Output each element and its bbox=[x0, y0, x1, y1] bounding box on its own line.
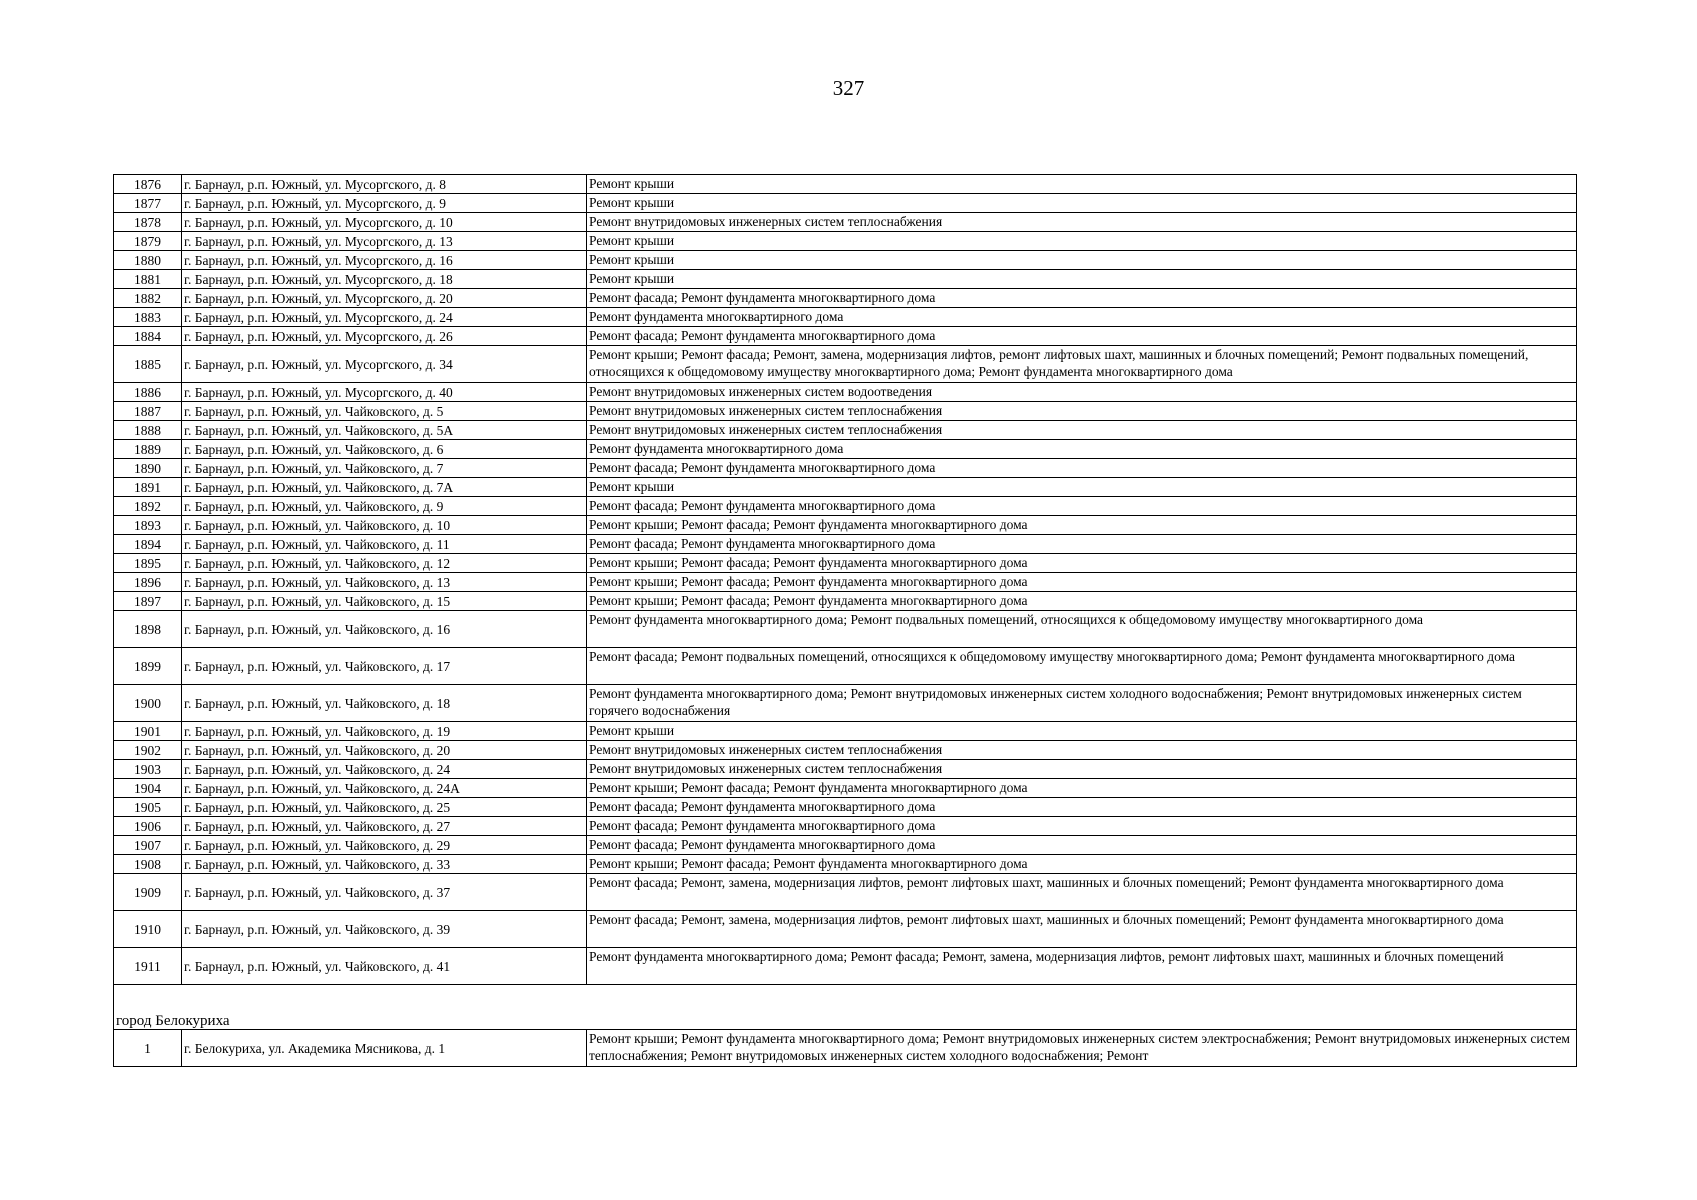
section-header-row bbox=[114, 1013, 1577, 1030]
table-row bbox=[114, 459, 1577, 478]
row-address: г. Барнаул, р.п. Южный, ул. Чайковского, д. 41 bbox=[182, 948, 587, 985]
table-row bbox=[114, 760, 1577, 779]
row-address: г. Барнаул, р.п. Южный, ул. Чайковского, д. 5А bbox=[182, 421, 587, 440]
section-title: город Белокуриха bbox=[114, 1013, 1577, 1030]
row-address: г. Барнаул, р.п. Южный, ул. Мусоргского, д. 40 bbox=[182, 383, 587, 402]
row-work-types: Ремонт крыши; Ремонт фасада; Ремонт фундамента многоквартирного дома bbox=[587, 516, 1577, 535]
table-row bbox=[114, 194, 1577, 213]
table-row bbox=[114, 289, 1577, 308]
row-address: г. Барнаул, р.п. Южный, ул. Чайковского, д. 33 bbox=[182, 855, 587, 874]
row-address: г. Барнаул, р.п. Южный, ул. Мусоргского, д. 16 bbox=[182, 251, 587, 270]
row-address: г. Барнаул, р.п. Южный, ул. Чайковского, д. 19 bbox=[182, 722, 587, 741]
row-number: 1911 bbox=[114, 948, 182, 985]
table-row bbox=[114, 722, 1577, 741]
row-number: 1877 bbox=[114, 194, 182, 213]
row-address: г. Барнаул, р.п. Южный, ул. Чайковского, д. 13 bbox=[182, 573, 587, 592]
row-address: г. Барнаул, р.п. Южный, ул. Чайковского, д. 29 bbox=[182, 836, 587, 855]
row-address: г. Барнаул, р.п. Южный, ул. Мусоргского, д. 20 bbox=[182, 289, 587, 308]
row-address: г. Барнаул, р.п. Южный, ул. Чайковского, д. 15 bbox=[182, 592, 587, 611]
row-number: 1891 bbox=[114, 478, 182, 497]
row-number: 1907 bbox=[114, 836, 182, 855]
table-row bbox=[114, 516, 1577, 535]
row-work-types: Ремонт внутридомовых инженерных систем теплоснабжения bbox=[587, 421, 1577, 440]
row-number: 1894 bbox=[114, 535, 182, 554]
row-number: 1901 bbox=[114, 722, 182, 741]
page-number: 327 bbox=[832, 76, 865, 100]
row-work-types: Ремонт крыши; Ремонт фасада; Ремонт фундамента многоквартирного дома bbox=[587, 855, 1577, 874]
row-work-types: Ремонт фасада; Ремонт фундамента многоквартирного дома bbox=[587, 535, 1577, 554]
row-number: 1904 bbox=[114, 779, 182, 798]
row-address: г. Барнаул, р.п. Южный, ул. Чайковского, д. 16 bbox=[182, 611, 587, 648]
row-address: г. Барнаул, р.п. Южный, ул. Чайковского, д. 9 bbox=[182, 497, 587, 516]
table-row bbox=[114, 798, 1577, 817]
row-address: г. Барнаул, р.п. Южный, ул. Чайковского, д. 27 bbox=[182, 817, 587, 836]
row-address: г. Барнаул, р.п. Южный, ул. Чайковского, д. 25 bbox=[182, 798, 587, 817]
row-work-types: Ремонт крыши bbox=[587, 175, 1577, 194]
row-number: 1889 bbox=[114, 440, 182, 459]
row-number: 1908 bbox=[114, 855, 182, 874]
row-number: 1909 bbox=[114, 874, 182, 911]
row-address: г. Барнаул, р.п. Южный, ул. Чайковского, д. 12 bbox=[182, 554, 587, 573]
row-address: г. Барнаул, р.п. Южный, ул. Мусоргского, д. 34 bbox=[182, 346, 587, 383]
table-row bbox=[114, 440, 1577, 459]
table-row bbox=[114, 213, 1577, 232]
table-row bbox=[114, 611, 1577, 648]
row-address: г. Барнаул, р.п. Южный, ул. Мусоргского, д. 18 bbox=[182, 270, 587, 289]
row-work-types: Ремонт внутридомовых инженерных систем теплоснабжения bbox=[587, 741, 1577, 760]
row-address: г. Барнаул, р.п. Южный, ул. Мусоргского, д. 9 bbox=[182, 194, 587, 213]
row-number: 1876 bbox=[114, 175, 182, 194]
row-work-types: Ремонт внутридомовых инженерных систем теплоснабжения bbox=[587, 760, 1577, 779]
row-address: г. Барнаул, р.п. Южный, ул. Мусоргского, д. 10 bbox=[182, 213, 587, 232]
row-work-types: Ремонт внутридомовых инженерных систем теплоснабжения bbox=[587, 402, 1577, 421]
row-work-types: Ремонт крыши bbox=[587, 194, 1577, 213]
table-row bbox=[114, 911, 1577, 948]
row-number: 1892 bbox=[114, 497, 182, 516]
row-address: г. Белокуриха, ул. Академика Мясникова, д. 1 bbox=[182, 1030, 587, 1067]
row-work-types: Ремонт крыши bbox=[587, 478, 1577, 497]
table-row bbox=[114, 535, 1577, 554]
row-number: 1883 bbox=[114, 308, 182, 327]
works-table-body bbox=[114, 175, 1577, 1067]
row-work-types: Ремонт фундамента многоквартирного дома; Ремонт подвальных помещений, относящихся к общедомовому имуществу многоквартирного дома bbox=[587, 611, 1577, 648]
table-row bbox=[114, 648, 1577, 685]
row-work-types: Ремонт внутридомовых инженерных систем водоотведения bbox=[587, 383, 1577, 402]
table-row bbox=[114, 817, 1577, 836]
row-number: 1878 bbox=[114, 213, 182, 232]
row-address: г. Барнаул, р.п. Южный, ул. Чайковского, д. 20 bbox=[182, 741, 587, 760]
row-work-types: Ремонт фасада; Ремонт фундамента многоквартирного дома bbox=[587, 459, 1577, 478]
table-row bbox=[114, 346, 1577, 383]
row-work-types: Ремонт крыши bbox=[587, 270, 1577, 289]
row-address: г. Барнаул, р.п. Южный, ул. Чайковского, д. 7А bbox=[182, 478, 587, 497]
section-spacer bbox=[114, 985, 1577, 1014]
row-work-types: Ремонт крыши; Ремонт фасада; Ремонт, замена, модернизация лифтов, ремонт лифтовых шахт, машинных и блочных помещений; Ремонт подвальных помещений, относящихся к общедомовому имуществу многоквартирного дома; Ремонт фундамента многоквартирного дома bbox=[587, 346, 1577, 383]
row-work-types: Ремонт крыши; Ремонт фасада; Ремонт фундамента многоквартирного дома bbox=[587, 779, 1577, 798]
row-work-types: Ремонт фасада; Ремонт, замена, модернизация лифтов, ремонт лифтовых шахт, машинных и блочных помещений; Ремонт фундамента многоквартирного дома bbox=[587, 911, 1577, 948]
row-address: г. Барнаул, р.п. Южный, ул. Чайковского, д. 24А bbox=[182, 779, 587, 798]
row-work-types: Ремонт фасада; Ремонт фундамента многоквартирного дома bbox=[587, 289, 1577, 308]
table-row bbox=[114, 573, 1577, 592]
row-number: 1910 bbox=[114, 911, 182, 948]
table-row bbox=[114, 874, 1577, 911]
row-number: 1 bbox=[114, 1030, 182, 1067]
row-address: г. Барнаул, р.п. Южный, ул. Чайковского, д. 18 bbox=[182, 685, 587, 722]
table-row bbox=[114, 685, 1577, 722]
works-table bbox=[113, 174, 1577, 1067]
row-number: 1897 bbox=[114, 592, 182, 611]
row-work-types: Ремонт фасада; Ремонт фундамента многоквартирного дома bbox=[587, 798, 1577, 817]
row-work-types: Ремонт крыши bbox=[587, 722, 1577, 741]
row-work-types: Ремонт фасада; Ремонт, замена, модернизация лифтов, ремонт лифтовых шахт, машинных и блочных помещений; Ремонт фундамента многоквартирного дома bbox=[587, 874, 1577, 911]
row-number: 1895 bbox=[114, 554, 182, 573]
row-work-types: Ремонт крыши; Ремонт фасада; Ремонт фундамента многоквартирного дома bbox=[587, 554, 1577, 573]
row-work-types: Ремонт фундамента многоквартирного дома bbox=[587, 440, 1577, 459]
table-row bbox=[114, 836, 1577, 855]
row-work-types: Ремонт фасада; Ремонт фундамента многоквартирного дома bbox=[587, 497, 1577, 516]
section-spacer-cell bbox=[114, 985, 1577, 1014]
table-row bbox=[114, 327, 1577, 346]
table-row bbox=[114, 1030, 1577, 1067]
row-work-types: Ремонт внутридомовых инженерных систем теплоснабжения bbox=[587, 213, 1577, 232]
row-number: 1898 bbox=[114, 611, 182, 648]
table-row bbox=[114, 383, 1577, 402]
table-row bbox=[114, 421, 1577, 440]
row-number: 1896 bbox=[114, 573, 182, 592]
table-row bbox=[114, 175, 1577, 194]
row-address: г. Барнаул, р.п. Южный, ул. Чайковского, д. 39 bbox=[182, 911, 587, 948]
table-row bbox=[114, 948, 1577, 985]
row-work-types: Ремонт крыши; Ремонт фасада; Ремонт фундамента многоквартирного дома bbox=[587, 592, 1577, 611]
row-number: 1888 bbox=[114, 421, 182, 440]
table-row bbox=[114, 779, 1577, 798]
table-row bbox=[114, 497, 1577, 516]
row-work-types: Ремонт крыши; Ремонт фасада; Ремонт фундамента многоквартирного дома bbox=[587, 573, 1577, 592]
row-number: 1882 bbox=[114, 289, 182, 308]
row-address: г. Барнаул, р.п. Южный, ул. Чайковского, д. 24 bbox=[182, 760, 587, 779]
row-address: г. Барнаул, р.п. Южный, ул. Чайковского, д. 10 bbox=[182, 516, 587, 535]
row-address: г. Барнаул, р.п. Южный, ул. Чайковского, д. 5 bbox=[182, 402, 587, 421]
row-number: 1903 bbox=[114, 760, 182, 779]
table-row bbox=[114, 855, 1577, 874]
row-work-types: Ремонт крыши; Ремонт фундамента многоквартирного дома; Ремонт внутридомовых инженерных систем электроснабжения; Ремонт внутридомовых инженерных систем теплоснабжения; Ремонт внутридомовых инженерных систем холодного водоснабжения; Ремонт bbox=[587, 1030, 1577, 1067]
row-number: 1890 bbox=[114, 459, 182, 478]
row-work-types: Ремонт фасада; Ремонт фундамента многоквартирного дома bbox=[587, 327, 1577, 346]
row-work-types: Ремонт фундамента многоквартирного дома; Ремонт фасада; Ремонт, замена, модернизация лифтов, ремонт лифтовых шахт, машинных и блочных помещений bbox=[587, 948, 1577, 985]
row-number: 1899 bbox=[114, 648, 182, 685]
row-address: г. Барнаул, р.п. Южный, ул. Мусоргского, д. 13 bbox=[182, 232, 587, 251]
row-address: г. Барнаул, р.п. Южный, ул. Мусоргского, д. 8 bbox=[182, 175, 587, 194]
row-address: г. Барнаул, р.п. Южный, ул. Чайковского, д. 6 bbox=[182, 440, 587, 459]
row-number: 1906 bbox=[114, 817, 182, 836]
row-work-types: Ремонт фундамента многоквартирного дома bbox=[587, 308, 1577, 327]
row-number: 1886 bbox=[114, 383, 182, 402]
row-number: 1900 bbox=[114, 685, 182, 722]
row-number: 1880 bbox=[114, 251, 182, 270]
row-address: г. Барнаул, р.п. Южный, ул. Чайковского, д. 11 bbox=[182, 535, 587, 554]
table-row bbox=[114, 251, 1577, 270]
row-number: 1893 bbox=[114, 516, 182, 535]
row-work-types: Ремонт фасада; Ремонт фундамента многоквартирного дома bbox=[587, 836, 1577, 855]
row-number: 1902 bbox=[114, 741, 182, 760]
table-row bbox=[114, 741, 1577, 760]
row-address: г. Барнаул, р.п. Южный, ул. Мусоргского, д. 26 bbox=[182, 327, 587, 346]
table-row bbox=[114, 308, 1577, 327]
table-row bbox=[114, 478, 1577, 497]
row-work-types: Ремонт крыши bbox=[587, 251, 1577, 270]
row-work-types: Ремонт фасада; Ремонт фундамента многоквартирного дома bbox=[587, 817, 1577, 836]
row-address: г. Барнаул, р.п. Южный, ул. Чайковского, д. 37 bbox=[182, 874, 587, 911]
row-number: 1887 bbox=[114, 402, 182, 421]
row-number: 1884 bbox=[114, 327, 182, 346]
row-address: г. Барнаул, р.п. Южный, ул. Мусоргского, д. 24 bbox=[182, 308, 587, 327]
row-address: г. Барнаул, р.п. Южный, ул. Чайковского, д. 17 bbox=[182, 648, 587, 685]
row-number: 1879 bbox=[114, 232, 182, 251]
table-row bbox=[114, 270, 1577, 289]
table-row bbox=[114, 232, 1577, 251]
row-work-types: Ремонт фундамента многоквартирного дома; Ремонт внутридомовых инженерных систем холодного водоснабжения; Ремонт внутридомовых инженерных систем горячего водоснабжения bbox=[587, 685, 1577, 722]
row-address: г. Барнаул, р.п. Южный, ул. Чайковского, д. 7 bbox=[182, 459, 587, 478]
row-work-types: Ремонт крыши bbox=[587, 232, 1577, 251]
table-row bbox=[114, 554, 1577, 573]
table-row bbox=[114, 402, 1577, 421]
table-row bbox=[114, 592, 1577, 611]
row-work-types: Ремонт фасада; Ремонт подвальных помещений, относящихся к общедомовому имуществу многоквартирного дома; Ремонт фундамента многоквартирного дома bbox=[587, 648, 1577, 685]
row-number: 1881 bbox=[114, 270, 182, 289]
row-number: 1885 bbox=[114, 346, 182, 383]
works-table-container bbox=[113, 174, 1576, 1067]
row-number: 1905 bbox=[114, 798, 182, 817]
